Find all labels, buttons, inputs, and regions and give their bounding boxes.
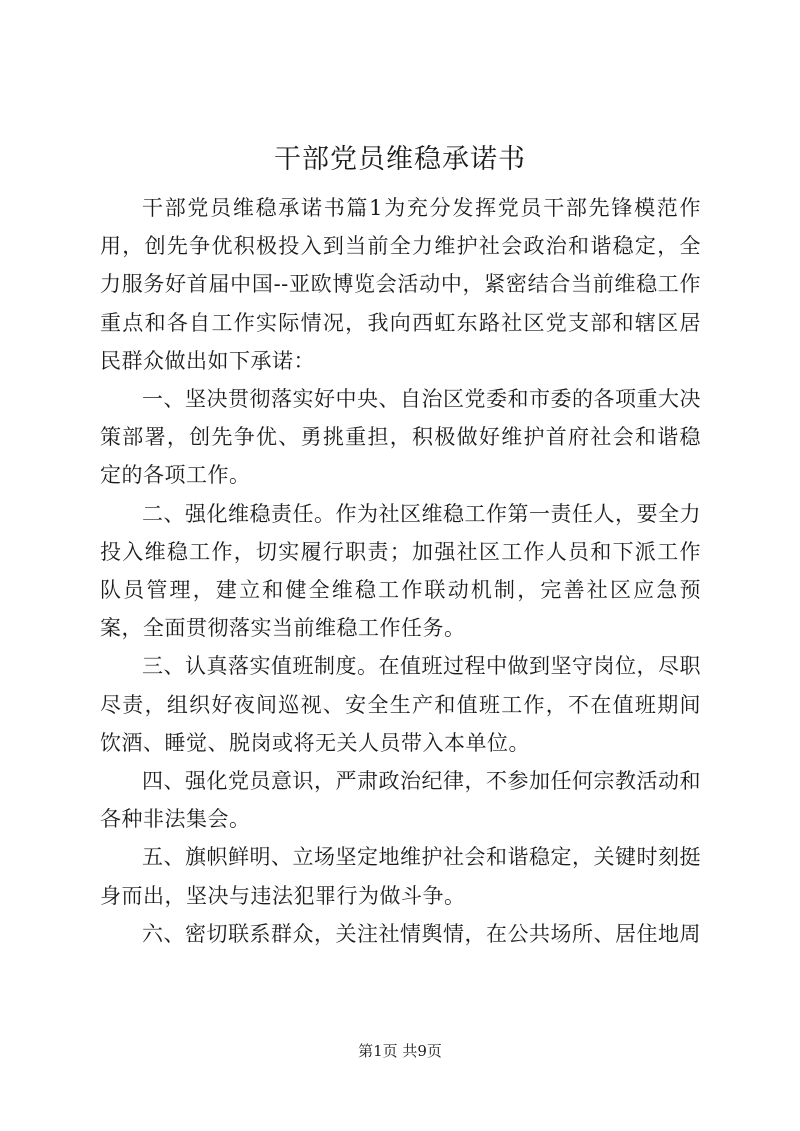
paragraph-item-2: 二、强化维稳责任。作为社区维稳工作第一责任人，要全力投入维稳工作，切实履行职责；加强社区工作人员和下派工作队员管理，建立和健全维稳工作联动机制，完善社区应急预案，全面贯彻落实当前维稳工作任务。 xyxy=(100,501,701,641)
document-title: 干部党员维稳承诺书 xyxy=(274,144,526,175)
page-number-footer: 第1页 共9页 xyxy=(358,1042,442,1060)
paragraph-intro: 干部党员维稳承诺书篇1为充分发挥党员干部先锋模范作用，创先争优积极投入到当前全力维护社会政治和谐稳定，全力服务好首届中国--亚欧博览会活动中，紧密结合当前维稳工作重点和各自工作实际情况，我向西虹东路社区党支部和辖区居民群众做出如下承诺： xyxy=(100,196,701,373)
paragraph-item-5: 五、旗帜鲜明、立场坚定地维护社会和谐稳定，关键时刻挺身而出，坚决与违法犯罪行为做斗争。 xyxy=(100,845,701,908)
paragraph-item-4: 四、强化党员意识，严肃政治纪律，不参加任何宗教活动和各种非法集会。 xyxy=(100,769,701,832)
paragraph-item-1: 一、坚决贯彻落实好中央、自治区党委和市委的各项重大决策部署，创先争优、勇挑重担，积极做好维护首府社会和谐稳定的各项工作。 xyxy=(100,387,701,488)
paragraph-item-6: 六、密切联系群众，关注社情舆情，在公共场所、居住地周 xyxy=(142,921,701,946)
document-body xyxy=(100,189,701,953)
paragraph-item-3: 三、认真落实值班制度。在值班过程中做到坚守岗位，尽职尽责，组织好夜间巡视、安全生产和值班工作，不在值班期间饮酒、睡觉、脱岗或将无关人员带入本单位。 xyxy=(100,654,701,755)
